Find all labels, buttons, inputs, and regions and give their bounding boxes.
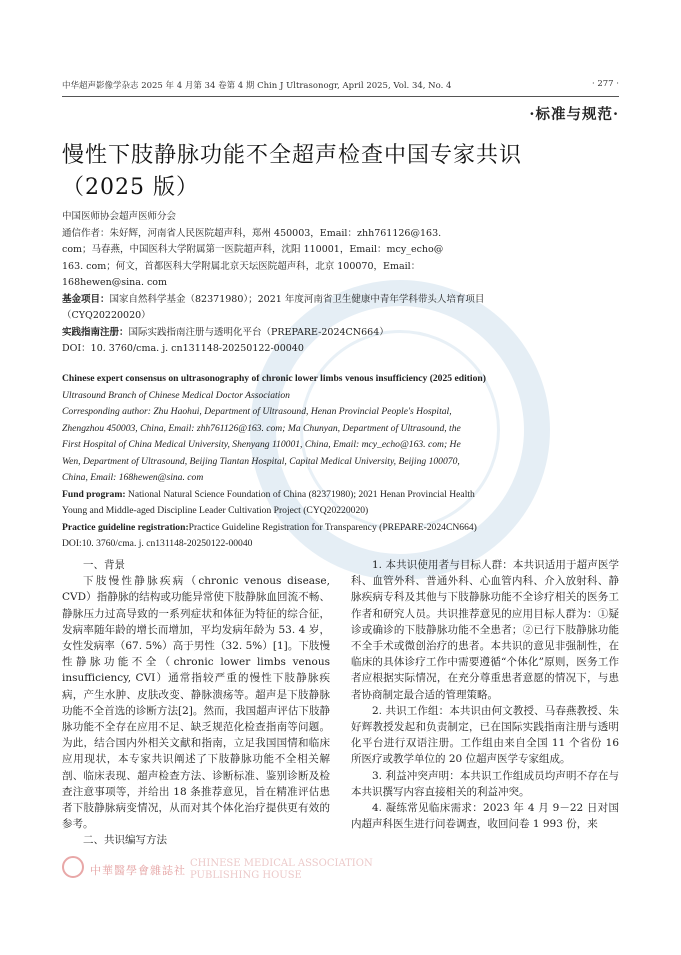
- registration-line: [62, 325, 619, 342]
- fund-line-2: （CYQ20220020）: [62, 310, 151, 321]
- doi-en: DOI:10. 3760/cma. j. cn131148-20250122-00040: [62, 538, 253, 549]
- english-corr-3: First Hospital of China Medical University, Shenyang 110001, China, Email: mcy_echo@163. com; He: [62, 439, 461, 450]
- corresponding-line-1: 通信作者：朱好辉，河南省人民医院超声科，郑州 450003，Email：zhh761126@163.: [62, 227, 442, 239]
- english-corr-2: Zhengzhou 450003, China, Email: zhh761126@163. com; Ma Chunyan, Department of Ultrasound, the: [62, 422, 461, 434]
- cn-metadata: [62, 209, 619, 358]
- page-number: · 277 ·: [591, 79, 619, 89]
- fund-label: 基金项目：: [62, 293, 110, 305]
- english-registration-text: Practice Guideline Registration for Transparency (PREPARE-2024CN664): [188, 521, 477, 533]
- left-column: [62, 557, 330, 849]
- english-fund-line-2: Young and Middle-aged Discipline Leader Cultivation Project (CYQ20220020): [62, 505, 369, 516]
- section-heading-methods: 二、共识编写方法: [83, 834, 167, 847]
- english-fund-label: Fund program:: [62, 488, 126, 500]
- conflict-paragraph: 3. 利益冲突声明：本共识工作组成员均声明不存在与本共识撰写内容直接相关的利益冲突。: [351, 769, 619, 798]
- publisher-subtitle: [190, 858, 373, 882]
- author-org: 中国医师协会超声医师分会: [62, 211, 177, 222]
- publisher-subtitle-2: PUBLISHING HOUSE: [190, 870, 302, 881]
- title-line-2: （2025 版）: [62, 175, 199, 200]
- english-fund-line-1: [62, 487, 619, 504]
- english-title: Chinese expert consensus on ultrasonography of chronic lower limbs venous insufficiency (2025 edition): [62, 373, 486, 384]
- english-corr-5: China, Email: 168hewen@sina. com: [62, 472, 204, 483]
- corresponding-line-4: 168hewen@sina. com: [62, 277, 168, 288]
- title-line-1: 慢性下肢静脉功能不全超声检查中国专家共识: [62, 143, 523, 168]
- english-fund-text: National Natural Science Foundation of China (82371980); 2021 Henan Provincial Health: [125, 488, 475, 500]
- publisher-logo: 中華醫學會雜誌社: [90, 864, 186, 877]
- english-registration-label: Practice guideline registration:: [62, 521, 189, 533]
- article-title: [62, 140, 522, 204]
- needs-paragraph: 4. 凝练常见临床需求：2023 年 4 月 9－22 日对国内超声科医生进行问卷调查，收回问卷 1 993 份，来: [351, 802, 619, 831]
- fund-text: 国家自然科学基金（82371980）；2021 年度河南省卫生健康中青年学科带头人培育项目: [109, 293, 485, 305]
- publisher-logo-icon: [62, 856, 84, 878]
- section-tag: ·标准与规范·: [529, 106, 619, 123]
- registration-text: 国际实践指南注册与透明化平台（PREPARE-2024CN664）: [128, 326, 389, 338]
- doi-cn: DOI：10. 3760/cma. j. cn131148-20250122-00040: [62, 343, 304, 354]
- en-metadata: [62, 371, 619, 553]
- journal-header: 中华超声影像学杂志 2025 年 4 月第 34 卷第 4 期 Chin J Ultrasonogr, April 2025, Vol. 34, No. 4: [62, 81, 452, 91]
- section-heading-background: 一、背景: [83, 559, 125, 571]
- english-corr-1: Corresponding author: Zhu Haohui, Department of Ultrasound, Henan Provincial People's Hospital,: [62, 406, 452, 417]
- users-paragraph: 1. 本共识使用者与目标人群：本共识适用于超声医学科、血管外科、普通外科、心血管内科、介入放射科、静脉疾病专科及其他与下肢静脉功能不全诊疗相关的医务工作者和研究人员。共识推荐意见的应用目标人群为：①疑诊或确诊的下肢静脉功能不全患者；②已行下肢静脉功能不全手术或微创治疗的患者。本共识的意见非强制性，在临床的具体诊疗工作中需要遵循“个体化”原则，医务工作者应根据实际情况，在充分尊重患者意愿的情况下，与患者协商制定最合适的管理策略。: [351, 559, 619, 701]
- corresponding-line-2: com；马春燕，中国医科大学附属第一医院超声科，沈阳 110001，Email：mcy_echo@: [62, 244, 444, 255]
- workgroup-paragraph: 2. 共识工作组：本共识由何文教授、马春燕教授、朱好辉教授发起和负责制定，已在国际实践指南注册与透明化平台进行双语注册。工作组由来自全国 11 个省份 16 所医疗或教学单位的 20 位超声医学专家组成。: [351, 704, 619, 766]
- registration-label: 实践指南注册：: [62, 326, 129, 338]
- english-corr-4: Wen, Department of Ultrasound, Beijing Tiantan Hospital, Capital Medical University, Beijing 100070,: [62, 455, 460, 467]
- background-paragraph: 下肢慢性静脉疾病（chronic venous disease, CVD）指静脉的结构或功能异常使下肢静脉血回流不畅、静脉压力过高导致的一系列症状和体征为特征的综合征，发病率随年龄的增长而增加，平均发病年龄为 53. 4 岁，女性发病率（67. 5%）高于男性（32. 5%）[1]。下肢慢性静脉功能不全（chronic lower limbs venous insufficiency, CVI）通常指较严重的慢性下肢静脉疾病，产生水肿、皮肤改变、静脉溃疡等。超声是下肢静脉功能不全首选的诊断方法[2]。然而，我国超声评估下肢静脉功能不全存在应用不足、缺乏规范化检查指南等问题。为此，结合国内外相关文献和指南，立足我国国情和临床应用现状，本专家共识阐述了下肢静脉功能不全相关解剖、临床表现、超声检查方法、诊断标准、鉴别诊断及检查注意事项等，并给出 18 条推荐意见，旨在精准评估患者下肢静脉病变情况，从而对其个体化治疗提供更有效的参考。: [62, 575, 330, 831]
- publisher-subtitle-1: CHINESE MEDICAL ASSOCIATION: [190, 858, 373, 869]
- corresponding-line-3: 163. com；何文，首都医科大学附属北京天坛医院超声科，北京 100070，Email：: [62, 260, 421, 272]
- right-column: [351, 557, 619, 832]
- header-rule: [62, 96, 619, 97]
- english-registration-line: [62, 520, 619, 537]
- english-branch: Ultrasound Branch of Chinese Medical Doctor Association: [62, 389, 290, 401]
- fund-line-1: [62, 292, 619, 309]
